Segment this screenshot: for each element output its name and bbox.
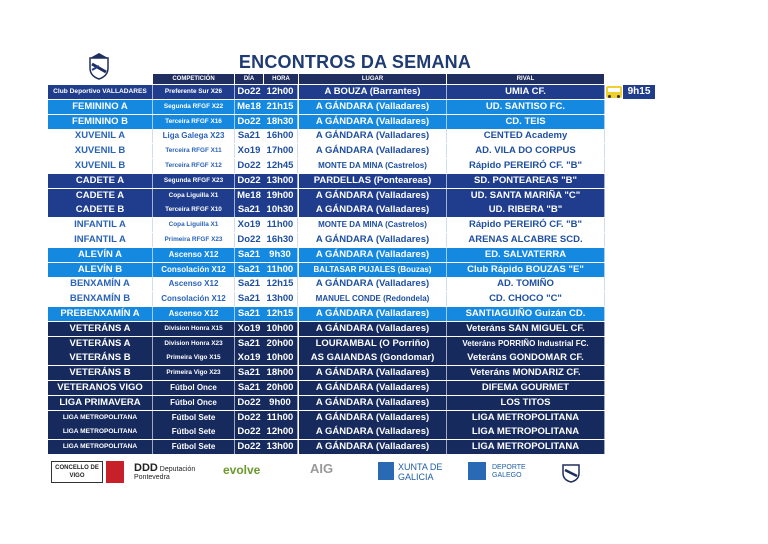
competition-cell: Segunda RFGF X23 [153, 174, 235, 188]
team-cell: INFANTIL A [48, 218, 153, 232]
hour-cell: 20h00 [263, 337, 298, 351]
team-cell: FEMININO A [48, 100, 153, 114]
hour-cell: 17h00 [263, 144, 298, 158]
deporte-galego-mark-icon [468, 462, 486, 480]
rival-cell: Club Rápido BOUZAS "E" [447, 263, 605, 277]
day-cell: Xo19 [235, 351, 264, 365]
hour-cell: 13h00 [263, 440, 298, 454]
day-cell: Sa21 [235, 263, 264, 277]
match-row [48, 292, 604, 307]
rival-cell: ED. SALVATERRA [447, 248, 605, 262]
competition-cell: Segunda RFGF X22 [153, 100, 235, 114]
rival-cell: UD. SANTISO FC. [447, 100, 605, 114]
rival-cell: Veteráns GONDOMAR CF. [447, 351, 605, 365]
place-cell: BALTASAR PUJALES (Bouzas) [299, 263, 447, 277]
day-cell: Me18 [235, 100, 264, 114]
match-row [48, 100, 604, 115]
hour-cell: 18h30 [263, 115, 298, 129]
concello-vigo-logo: CONCELLO DE VIGO [51, 461, 103, 483]
hour-cell: 12h45 [263, 159, 298, 173]
hour-cell: 19h00 [263, 189, 298, 203]
team-cell: XUVENIL B [48, 159, 153, 173]
team-cell: VETERÁNS A [48, 322, 153, 336]
match-row [48, 129, 604, 144]
hour-cell: 21h15 [263, 100, 298, 114]
match-row [48, 189, 604, 204]
place-cell: A GÁNDARA (Valladares) [299, 277, 447, 291]
day-cell: Sa21 [235, 248, 264, 262]
match-row [48, 277, 604, 292]
hour-cell: 11h00 [263, 218, 298, 232]
competition-cell: Division Honra X15 [153, 322, 235, 336]
hour-cell: 13h00 [263, 292, 298, 306]
match-row [48, 218, 604, 233]
day-cell: Do22 [235, 159, 264, 173]
match-row [48, 203, 604, 218]
place-cell: A GÁNDARA (Valladares) [299, 100, 447, 114]
rival-cell: Veteráns MONDARIZ CF. [447, 366, 605, 380]
place-cell: A GÁNDARA (Valladares) [299, 115, 447, 129]
place-cell: LOURAMBAL (O Porriño) [299, 337, 447, 351]
match-row [48, 248, 604, 263]
deporte-galego-logo [468, 461, 538, 486]
competition-cell: Fútbol Sete [153, 425, 235, 439]
hour-cell: 9h00 [263, 396, 298, 410]
deputacion-logo [134, 461, 214, 486]
match-row [48, 307, 604, 322]
competition-cell: Terceira RFGF X11 [153, 144, 235, 158]
rival-cell: UD. RIBERA "B" [447, 203, 605, 217]
xunta-label: XUNTA DE GALICIA [398, 462, 443, 482]
rival-cell: UMIA CF. [447, 85, 605, 99]
competition-cell: Liga Galega X23 [153, 129, 235, 143]
hour-cell: 12h00 [263, 85, 298, 99]
competition-cell: Ascenso X12 [153, 307, 235, 321]
day-cell: Sa21 [235, 337, 264, 351]
day-cell: Sa21 [235, 366, 264, 380]
place-cell: MONTE DA MINA (Castrelos) [299, 159, 447, 173]
hour-cell: 16h30 [263, 233, 298, 247]
place-cell: A GÁNDARA (Valladares) [299, 248, 447, 262]
team-cell: XUVENIL A [48, 129, 153, 143]
club-crest-small-icon [560, 461, 582, 483]
competition-cell: Preferente Sur X26 [153, 85, 235, 99]
place-cell: A GÁNDARA (Valladares) [299, 144, 447, 158]
competition-cell: Fútbol Sete [153, 411, 235, 425]
day-cell: Sa21 [235, 203, 264, 217]
rival-cell: LOS TITOS [447, 396, 605, 410]
team-cell: INFANTIL A [48, 233, 153, 247]
day-cell: Xo19 [235, 144, 264, 158]
team-cell: FEMININO B [48, 115, 153, 129]
team-cell: LIGA METROPOLITANA [48, 440, 153, 454]
hour-cell: 12h15 [263, 307, 298, 321]
hour-cell: 12h15 [263, 277, 298, 291]
hour-cell: 11h00 [263, 263, 298, 277]
place-cell: A GÁNDARA (Valladares) [299, 322, 447, 336]
header-hour: HORA [264, 74, 298, 84]
day-cell: Do22 [235, 411, 264, 425]
match-row [48, 411, 604, 426]
day-cell: Do22 [235, 440, 264, 454]
match-row [48, 322, 604, 337]
rival-cell: UD. SANTA MARIÑA "C" [447, 189, 605, 203]
team-cell: BENXAMÍN A [48, 277, 153, 291]
rival-cell: Rápido PEREIRÓ CF. "B" [447, 218, 605, 232]
competition-cell: Terceira RFGF X12 [153, 159, 235, 173]
hour-cell: 10h00 [263, 322, 298, 336]
place-cell: A GÁNDARA (Valladares) [299, 233, 447, 247]
team-cell: CADETE B [48, 203, 153, 217]
rival-cell: LIGA METROPOLITANA [447, 425, 605, 439]
team-cell: LIGA METROPOLITANA [48, 425, 153, 439]
place-cell: AS GAIANDAS (Gondomar) [299, 351, 447, 365]
deputacion-mark-icon: DDD [134, 462, 158, 474]
match-row [48, 174, 604, 189]
day-cell: Sa21 [235, 381, 264, 395]
place-cell: A GÁNDARA (Valladares) [299, 396, 447, 410]
place-cell: A BOUZA (Barrantes) [299, 85, 447, 99]
place-cell: MANUEL CONDE (Redondela) [299, 292, 447, 306]
team-cell: XUVENIL B [48, 144, 153, 158]
header-place: LUGAR [299, 74, 446, 84]
team-cell: PREBENXAMÍN A [48, 307, 153, 321]
match-row [48, 396, 604, 411]
day-cell: Xo19 [235, 218, 264, 232]
hour-cell: 13h00 [263, 174, 298, 188]
place-cell: A GÁNDARA (Valladares) [299, 366, 447, 380]
day-cell: Sa21 [235, 307, 264, 321]
day-cell: Do22 [235, 174, 264, 188]
matches-table [48, 85, 604, 455]
place-cell: A GÁNDARA (Valladares) [299, 440, 447, 454]
place-cell: A GÁNDARA (Valladares) [299, 381, 447, 395]
match-row [48, 85, 604, 100]
day-cell: Sa21 [235, 277, 264, 291]
place-cell: MONTE DA MINA (Castrelos) [299, 218, 447, 232]
team-cell: LIGA PRIMAVERA [48, 396, 153, 410]
day-cell: Sa21 [235, 129, 264, 143]
team-cell: Club Deportivo VALLADARES [48, 85, 153, 99]
team-cell: VETERANOS VIGO [48, 381, 153, 395]
rival-cell: CD. CHOCO "C" [447, 292, 605, 306]
rival-cell: Veteráns PORRIÑO Industrial FC. [447, 337, 605, 351]
header-day: DÍA [235, 74, 263, 84]
competition-cell: Consolación X12 [153, 292, 235, 306]
match-row [48, 366, 604, 381]
rival-cell: Rápido PEREIRÓ CF. "B" [447, 159, 605, 173]
place-cell: PARDELLAS (Ponteareas) [299, 174, 447, 188]
place-cell: A GÁNDARA (Valladares) [299, 307, 447, 321]
match-row [48, 144, 604, 159]
day-cell: Sa21 [235, 292, 264, 306]
competition-cell: Fútbol Once [153, 381, 235, 395]
team-cell: CADETE A [48, 189, 153, 203]
hour-cell: 12h00 [263, 425, 298, 439]
rival-cell: SANTIAGUIÑO Guizán CD. [447, 307, 605, 321]
rival-cell: LIGA METROPOLITANA [447, 411, 605, 425]
rival-cell: DIFEMA GOURMET [447, 381, 605, 395]
hour-cell: 20h00 [263, 381, 298, 395]
match-row [48, 115, 604, 130]
club-crest-icon [88, 52, 110, 80]
place-cell: A GÁNDARA (Valladares) [299, 425, 447, 439]
match-row [48, 337, 604, 352]
xunta-mark-icon [378, 462, 394, 480]
match-row [48, 263, 604, 278]
team-cell: BENXAMÍN B [48, 292, 153, 306]
team-cell: VETERÁNS B [48, 366, 153, 380]
competition-cell: Consolación X12 [153, 263, 235, 277]
day-cell: Xo19 [235, 322, 264, 336]
competition-cell: Primeira Vigo X23 [153, 366, 235, 380]
competition-cell: Division Honra X23 [153, 337, 235, 351]
page-title: ENCONTROS DA SEMANA [238, 52, 472, 72]
competition-cell: Fútbol Once [153, 396, 235, 410]
deporte-galego-label: DEPORTE GALEGO [492, 464, 526, 479]
place-cell: A GÁNDARA (Valladares) [299, 411, 447, 425]
header-rival: RIVAL [447, 74, 604, 84]
team-cell: ALEVÍN B [48, 263, 153, 277]
place-cell: A GÁNDARA (Valladares) [299, 203, 447, 217]
rival-cell: AD. TOMIÑO [447, 277, 605, 291]
bus-departure-time: 9h15 [623, 85, 655, 99]
team-cell: VETERÁNS A [48, 337, 153, 351]
place-cell: A GÁNDARA (Valladares) [299, 129, 447, 143]
competition-cell: Terceira RFGF X16 [153, 115, 235, 129]
competition-cell: Fútbol Sete [153, 440, 235, 454]
rival-cell: CENTED Academy [447, 129, 605, 143]
match-row [48, 425, 604, 440]
xunta-logo [378, 461, 456, 484]
rival-cell: SD. PONTEAREAS "B" [447, 174, 605, 188]
team-cell: CADETE A [48, 174, 153, 188]
rival-cell: CD. TEIS [447, 115, 605, 129]
hour-cell: 10h00 [263, 351, 298, 365]
match-row [48, 233, 604, 248]
day-cell: Me18 [235, 189, 264, 203]
hour-cell: 10h30 [263, 203, 298, 217]
competition-cell: Ascenso X12 [153, 248, 235, 262]
vigo-shield-icon [106, 461, 124, 483]
hour-cell: 18h00 [263, 366, 298, 380]
competition-cell: Terceira RFGF X10 [153, 203, 235, 217]
aig-logo: AIG [310, 461, 334, 476]
team-cell: ALEVÍN A [48, 248, 153, 262]
hour-cell: 11h00 [263, 411, 298, 425]
match-row [48, 440, 604, 455]
rival-cell: Veteráns SAN MIGUEL CF. [447, 322, 605, 336]
header-competition: COMPETICIÓN [153, 74, 234, 84]
evolve-logo: evolve [223, 463, 261, 477]
rival-cell: ARENAS ALCABRE SCD. [447, 233, 605, 247]
day-cell: Do22 [235, 396, 264, 410]
team-cell: VETERÁNS B [48, 351, 153, 365]
competition-cell: Ascenso X12 [153, 277, 235, 291]
competition-cell: Copa Liguilla X1 [153, 218, 235, 232]
hour-cell: 9h30 [263, 248, 298, 262]
hour-cell: 16h00 [263, 129, 298, 143]
deputacion-label: Deputación Pontevedra [134, 466, 196, 481]
place-cell: A GÁNDARA (Valladares) [299, 189, 447, 203]
match-row [48, 351, 604, 366]
sponsors-bar [48, 461, 604, 483]
match-row [48, 381, 604, 396]
rival-cell: LIGA METROPOLITANA [447, 440, 605, 454]
competition-cell: Copa Liguilla X1 [153, 189, 235, 203]
match-row [48, 159, 604, 174]
competition-cell: Primeira RFGF X23 [153, 233, 235, 247]
rival-cell: AD. VILA DO CORPUS [447, 144, 605, 158]
day-cell: Do22 [235, 115, 264, 129]
day-cell: Do22 [235, 425, 264, 439]
competition-cell: Primeira Vigo X15 [153, 351, 235, 365]
team-cell: LIGA METROPOLITANA [48, 411, 153, 425]
day-cell: Do22 [235, 85, 264, 99]
day-cell: Do22 [235, 233, 264, 247]
bus-icon [606, 86, 622, 98]
